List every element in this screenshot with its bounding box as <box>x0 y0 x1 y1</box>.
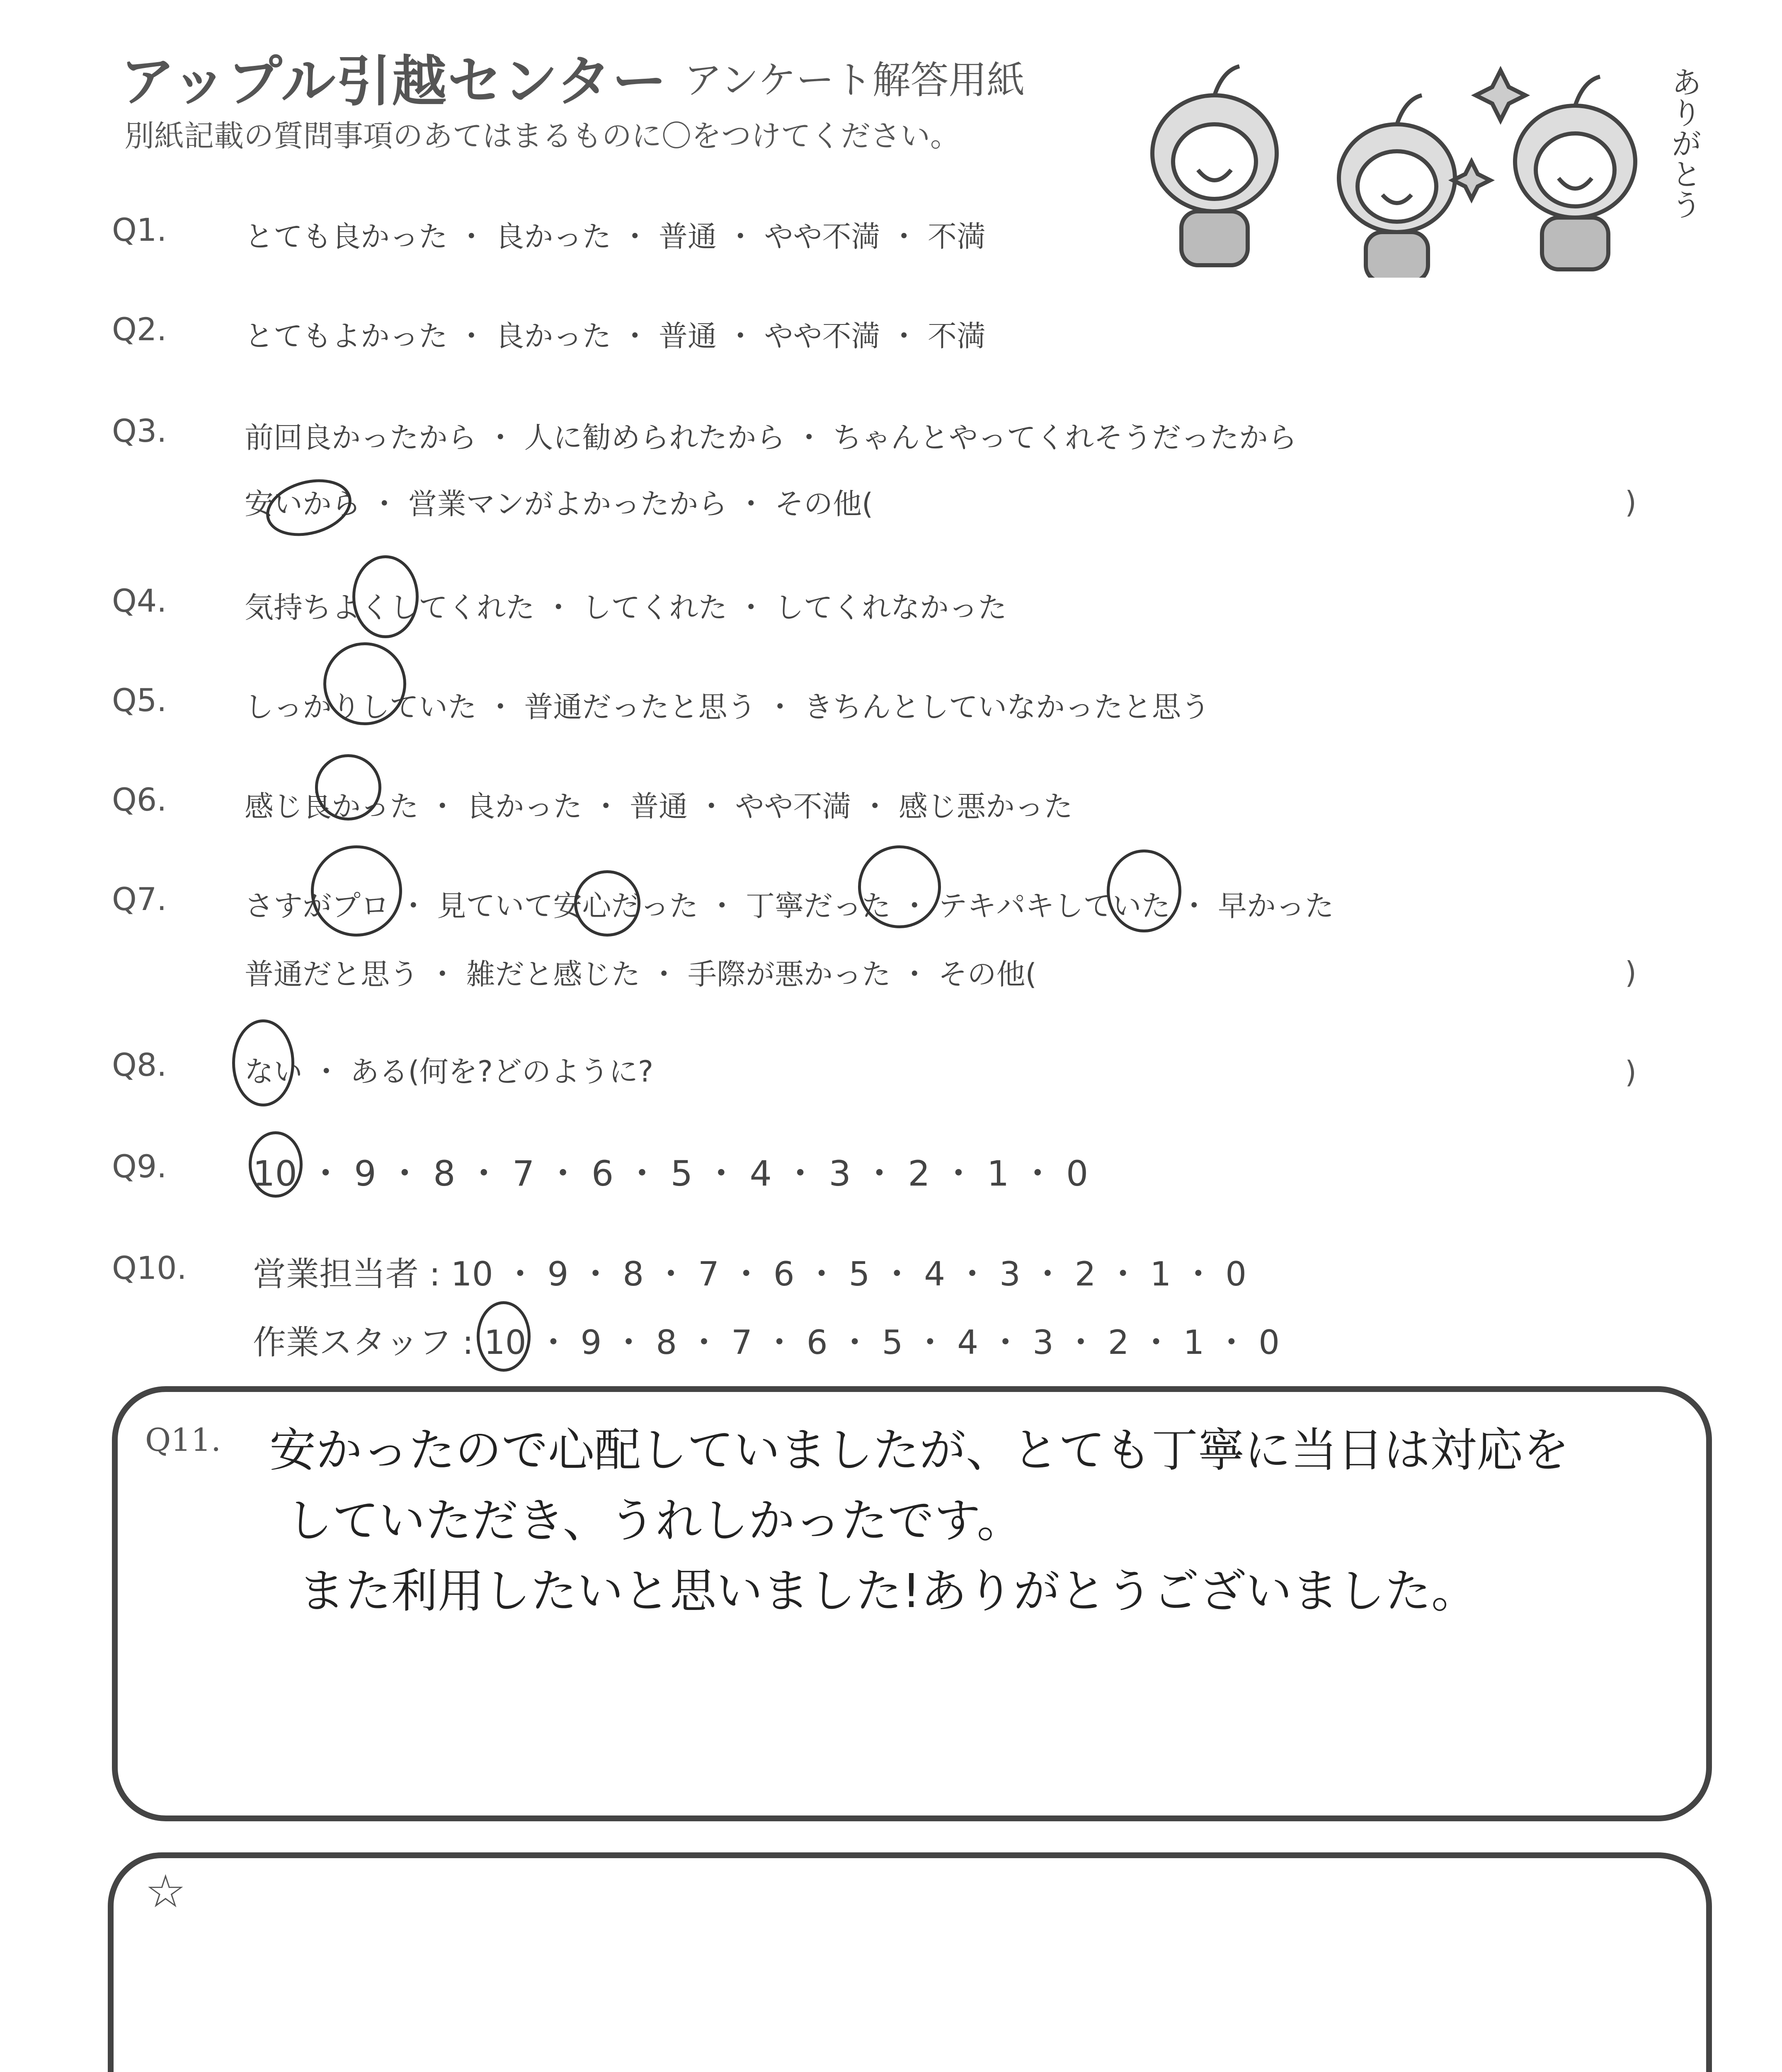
q7-label: Q7. <box>112 881 167 917</box>
q1-label: Q1. <box>112 211 167 248</box>
q8-options: ない ・ ある(何を?どのように? <box>245 1055 654 1089</box>
company-name: アップル引越センター <box>120 50 668 114</box>
q7-options-line1: さすがプロ ・ 見ていて安心だった ・ 丁寧だった ・ テキパキしていた ・ 早かった <box>245 889 1334 923</box>
q5-label: Q5. <box>112 682 167 719</box>
answer-circle-q10-staff <box>477 1301 531 1372</box>
star-comment-box <box>108 1852 1712 2072</box>
q9-options: 10 ・ 9 ・ 8 ・ 7 ・ 6 ・ 5 ・ 4 ・ 3 ・ 2 ・ 1 ・ 0 <box>253 1153 1089 1194</box>
q4-options: 気持ちよくしてくれた ・ してくれた ・ してくれなかった <box>245 591 1007 625</box>
form-title: アンケート解答用紙 <box>684 58 1025 102</box>
answer-circle-q7-anshin <box>574 870 640 937</box>
q3-options-line1: 前回良かったから ・ 人に勧められたから ・ ちゃんとやってくれそうだったから <box>245 421 1297 455</box>
q10-label: Q10. <box>112 1249 187 1286</box>
q11-label: Q11. <box>145 1421 221 1458</box>
answer-circle-q6 <box>315 754 381 821</box>
q2-label: Q2. <box>112 311 167 348</box>
mascot-caption: ありがとう <box>1666 66 1702 220</box>
q6-options: 感じ良かった ・ 良かった ・ 普通 ・ やや不満 ・ 感じ悪かった <box>245 789 1073 823</box>
instruction-text: 別紙記載の質問事項のあてはまるものに〇をつけてください。 <box>124 119 960 153</box>
answer-circle-q8 <box>232 1019 294 1106</box>
mascot-illustration <box>1140 46 1700 278</box>
q11-handwritten-line1: 安かったので心配していましたが、とても丁寧に当日は対応を <box>269 1423 1569 1477</box>
q8-label: Q8. <box>112 1046 167 1083</box>
q6-label: Q6. <box>112 781 167 818</box>
answer-circle-q7-tekipaki <box>1107 850 1181 932</box>
q4-label: Q4. <box>112 582 167 619</box>
answer-circle-q7-pro <box>311 845 402 937</box>
answer-circle-q9 <box>249 1131 303 1198</box>
q9-label: Q9. <box>112 1148 167 1185</box>
q3-label: Q3. <box>112 412 167 449</box>
answer-circle-q5 <box>323 642 406 725</box>
q10-staff-options: 作業スタッフ : 10 ・ 9 ・ 8 ・ 7 ・ 6 ・ 5 ・ 4 ・ 3 ・ 2 ・ 1 ・ 0 <box>253 1323 1280 1362</box>
q5-options: しっかりしていた ・ 普通だったと思う ・ きちんとしていなかったと思う <box>245 690 1210 724</box>
q1-options: とても良かった ・ 良かった ・ 普通 ・ やや不満 ・ 不満 <box>245 220 986 254</box>
q2-options: とてもよかった ・ 良かった ・ 普通 ・ やや不満 ・ 不満 <box>245 319 986 353</box>
q11-handwritten-line2: していただき、うれしかったです。 <box>286 1494 1023 1548</box>
q8-close-paren: ) <box>1625 1055 1637 1089</box>
answer-circle-q4 <box>352 555 419 638</box>
q11-handwritten-line3: また利用したいと思いました!ありがとうございました。 <box>298 1564 1478 1618</box>
q7-close-paren: ) <box>1625 955 1637 990</box>
answer-circle-q7-teinei <box>858 845 941 928</box>
q7-options-line2: 普通だと思う ・ 雑だと感じた ・ 手際が悪かった ・ その他( <box>245 957 1037 991</box>
q10-sales-options: 営業担当者 : 10 ・ 9 ・ 8 ・ 7 ・ 6 ・ 5 ・ 4 ・ 3 ・ 2 ・ 1 ・ 0 <box>253 1255 1247 1293</box>
q3-close-paren: ) <box>1625 485 1637 520</box>
star-icon: ☆ <box>145 1865 186 1918</box>
q3-options-line2: 安いから ・ 営業マンがよかったから ・ その他( <box>245 487 873 521</box>
